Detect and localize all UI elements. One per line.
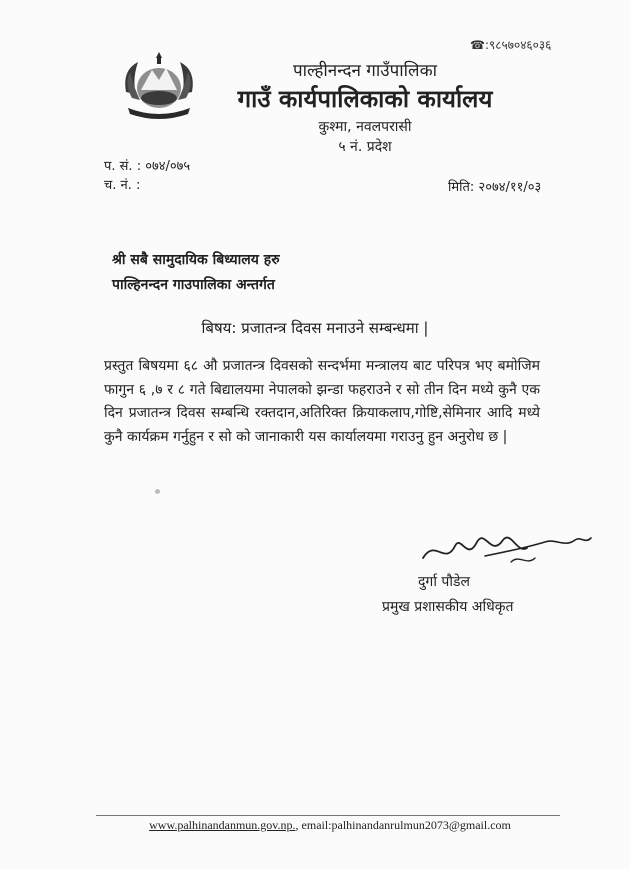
addressee-line-2: पाल्हिनन्दन गाउपालिका अन्तर्गत: [112, 277, 275, 293]
footer: [0, 818, 630, 833]
footer-email: , email:palhinandanrulmun2073@gmail.com: [295, 818, 511, 832]
handwritten-signature: [415, 518, 595, 578]
office-location: कुश्मा, नवलपरासी: [318, 119, 412, 135]
ps-row: [104, 157, 190, 176]
province-label: ५ नं. प्रदेश: [338, 139, 392, 155]
footer-divider: [96, 815, 560, 816]
cn-label: च. नं. :: [104, 178, 141, 193]
municipality-name: पाल्हीनन्दन गाउँपालिका: [292, 61, 438, 81]
footer-website-link[interactable]: www.palhinandanmun.gov.np.: [149, 818, 296, 832]
letter-body: प्रस्तुत बिषयमा ६८ औ प्रजातन्त्र दिवसको सन्दर्भमा मन्त्रालय बाट परिपत्र भए बमोजिम फागुन ६ ,७ र ८ गते बिद्यालयमा नेपालको झन्डा फहराउने र सो तीन दिन मध्ये कुनै एक दिन प्रजातन्त्र दिवस सम्बन्धि रक्तदान,अतिरिक्त क्रियाकलाप,गोष्टि,सेमिनार आदि मध्ये कुनै कार्यक्रम गर्नुहुन र सो को जानाकारी यस कार्यालयमा गराउनु हुन अनुरोध छ |: [104, 358, 540, 445]
ink-speck: [155, 489, 160, 494]
signatory-name: दुर्गा पौडेल: [418, 574, 470, 590]
ps-value: ०७४/०७५: [145, 159, 191, 174]
subject-line: बिषय: प्रजातन्त्र दिवस मनाउने सम्बन्धमा |: [201, 319, 429, 337]
signatory-title: प्रमुख प्रशासकीय अधिकृत: [382, 599, 514, 615]
nepal-emblem-icon: [118, 50, 200, 120]
addressee-line-1: श्री सबै सामुदायिक बिध्यालय हरु: [112, 252, 280, 268]
letter-date: मिति: २०७४/११/०३: [448, 180, 542, 195]
cn-row: [104, 176, 190, 195]
addressee-block: [112, 248, 280, 298]
phone-number: ☎:९८५७०४६०३६: [470, 38, 552, 52]
office-title: गाउँ कार्यपालिकाको कार्यालय: [237, 85, 493, 113]
reference-block: [104, 157, 190, 195]
ps-label: प. सं. :: [104, 159, 142, 174]
